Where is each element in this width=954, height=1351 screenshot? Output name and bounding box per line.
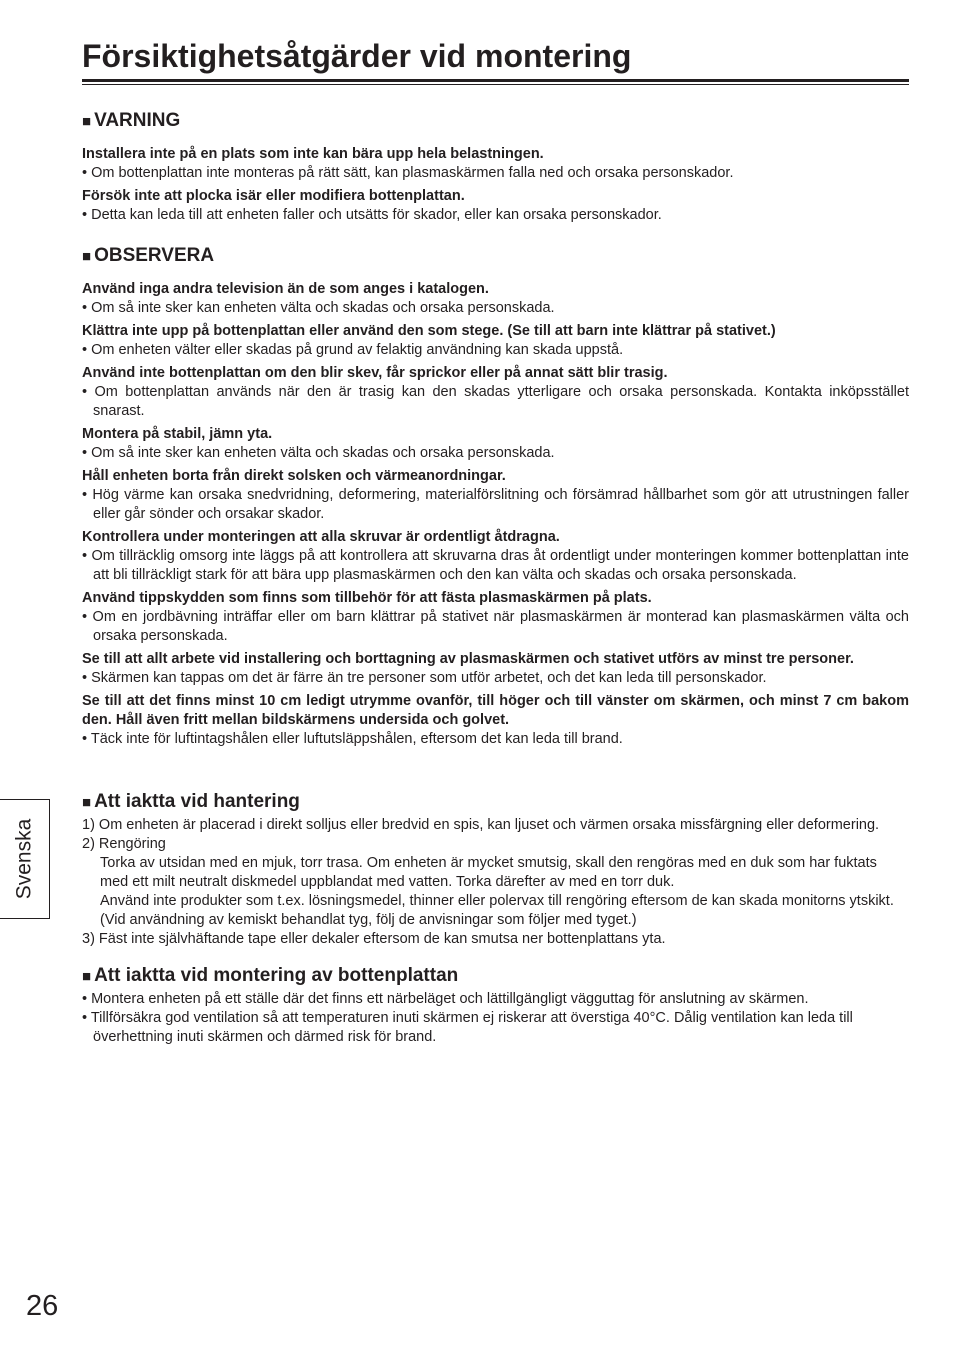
warning-item xyxy=(82,145,909,183)
section-montering xyxy=(82,963,909,1047)
item-title: Montera på stabil, jämn yta. xyxy=(82,426,273,442)
section-heading: ■ VARNING xyxy=(82,110,181,131)
caution-item xyxy=(82,589,909,646)
item-bullet: • Hög värme kan orsaka snedvridning, deformering, materialförslitning och försämrad hållbarhet som gör att utrustningen faller eller går sönder och orsakar skador. xyxy=(82,487,909,522)
caution-item xyxy=(82,322,909,360)
caution-item xyxy=(82,650,909,688)
title-rule xyxy=(82,79,909,85)
item-bullet: • Om tillräcklig omsorg inte läggs på att kontrollera att skruvarna dras åt ordentligt under monteringen kommer bottenplattan inte att bli tillräckligt stark för att bära upp plasmaskärmen och den kan välta och skadas och orsaka personskada. xyxy=(82,548,909,583)
section-varning xyxy=(82,108,909,225)
item-bullet: • Om enheten välter eller skadas på grund av felaktig användning kan skada uppstå. xyxy=(82,342,624,358)
caution-item xyxy=(82,692,909,749)
square-bullet-icon: ■ xyxy=(82,113,92,130)
square-bullet-icon: ■ xyxy=(82,794,92,811)
numbered-item-text: Använd inte produkter som t.ex. lösningsmedel, thinner eller polervax till rengöring eftersom de kan skada monitorns ytskikt. xyxy=(100,893,894,909)
square-bullet-icon: ■ xyxy=(82,248,92,265)
item-title: Försök inte att plocka isär eller modifiera bottenplattan. xyxy=(82,188,465,204)
item-title: Se till att allt arbete vid installering och borttagning av plasmaskärmen och stativet utförs av minst tre personer. xyxy=(82,651,854,667)
language-tab xyxy=(0,799,50,919)
numbered-item: 1) Om enheten är placerad i direkt solljus eller bredvid en spis, kan ljuset och värmen orsaka missfärgning eller deformering. xyxy=(82,817,880,833)
list-item: • Montera enheten på ett ställe där det finns ett närbeläget och lättillgängligt vägguttag för anslutning av skärmen. xyxy=(82,991,809,1007)
item-bullet: • Skärmen kan tappas om det är färre än tre personer som utför arbetet, och det kan leda till personskador. xyxy=(82,670,767,686)
section-heading: ■ Att iaktta vid montering av bottenplattan xyxy=(82,965,459,986)
section-heading: ■ Att iaktta vid hantering xyxy=(82,791,300,812)
item-bullet: • Detta kan leda till att enheten faller och utsätts för skador, eller kan orsaka personskador. xyxy=(82,207,662,223)
caution-item xyxy=(82,280,909,318)
item-title: Håll enheten borta från direkt solsken och värmeanordningar. xyxy=(82,468,506,484)
item-title: Använd tippskydden som finns som tillbehör för att fästa plasmaskärmen på plats. xyxy=(82,590,652,606)
caution-item xyxy=(82,528,909,585)
item-title: Klättra inte upp på bottenplattan eller använd den som stege. (Se till att barn inte klättrar på stativet.) xyxy=(82,323,776,339)
page-title: Försiktighetsåtgärder vid montering xyxy=(82,38,632,74)
list-item: • Tillförsäkra god ventilation så att temperaturen inuti skärmen ej riskerar att överstiga 40°C. Dålig ventilation kan leda till överhettning inuti skärmen och därmed risk för brand. xyxy=(82,1010,853,1045)
caution-item xyxy=(82,364,909,421)
warning-item xyxy=(82,187,909,225)
numbered-item-text: Torka av utsidan med en mjuk, torr trasa. Om enheten är mycket smutsig, skall den rengöras med en duk som har fuktats med ett milt neutralt diskmedel uppblandat med vatten. Torka därefter av med en torr duk. xyxy=(100,855,877,890)
section-observera xyxy=(82,243,909,749)
caution-item xyxy=(82,425,909,463)
item-title: Se till att det finns minst 10 cm ledigt utrymme ovanför, till höger och till vänster om skärmen, och minst 7 cm bakom den. Håll även fritt mellan bildskärmens undersida och golvet. xyxy=(82,693,909,728)
section-heading: ■ OBSERVERA xyxy=(82,245,215,266)
item-bullet: • Om bottenplattan används när den är trasig kan den skadas ytterligare och orsaka personskada. Kontakta inköpsstället snarast. xyxy=(82,384,909,419)
section-hantering xyxy=(82,789,909,949)
item-bullet: • Om bottenplattan inte monteras på rätt sätt, kan plasmaskärmen falla ned och orsaka personskador. xyxy=(82,165,734,181)
item-title: Kontrollera under monteringen att alla skruvar är ordentligt åtdragna. xyxy=(82,529,560,545)
page-number: 26 xyxy=(26,1290,59,1322)
square-bullet-icon: ■ xyxy=(82,968,92,985)
language-tab-label: Svenska xyxy=(12,818,36,900)
item-bullet: • Täck inte för luftintagshålen eller luftutsläppshålen, eftersom det kan leda till brand. xyxy=(82,731,623,747)
item-bullet: • Om en jordbävning inträffar eller om barn klättrar på stativet när plasmaskärmen är monterad kan plasmaskärmen välta och orsaka personskada. xyxy=(82,609,909,644)
item-bullet: • Om så inte sker kan enheten välta och skadas och orsaka personskada. xyxy=(82,445,555,461)
numbered-item-text: (Vid användning av kemiskt behandlat tyg, följ de anvisningar som följer med tyget.) xyxy=(100,912,637,928)
item-title: Använd inte bottenplattan om den blir skev, får sprickor eller på annat sätt blir trasig. xyxy=(82,365,668,381)
caution-item xyxy=(82,467,909,524)
item-title: Använd inga andra television än de som anges i katalogen. xyxy=(82,281,489,297)
numbered-item: 3) Fäst inte självhäftande tape eller dekaler eftersom de kan smutsa ner bottenplattans yta. xyxy=(82,931,666,947)
numbered-item: 2) Rengöring xyxy=(82,836,166,852)
document-body xyxy=(82,108,909,1047)
item-bullet: • Om så inte sker kan enheten välta och skadas och orsaka personskada. xyxy=(82,300,555,316)
item-title: Installera inte på en plats som inte kan bära upp hela belastningen. xyxy=(82,146,544,162)
